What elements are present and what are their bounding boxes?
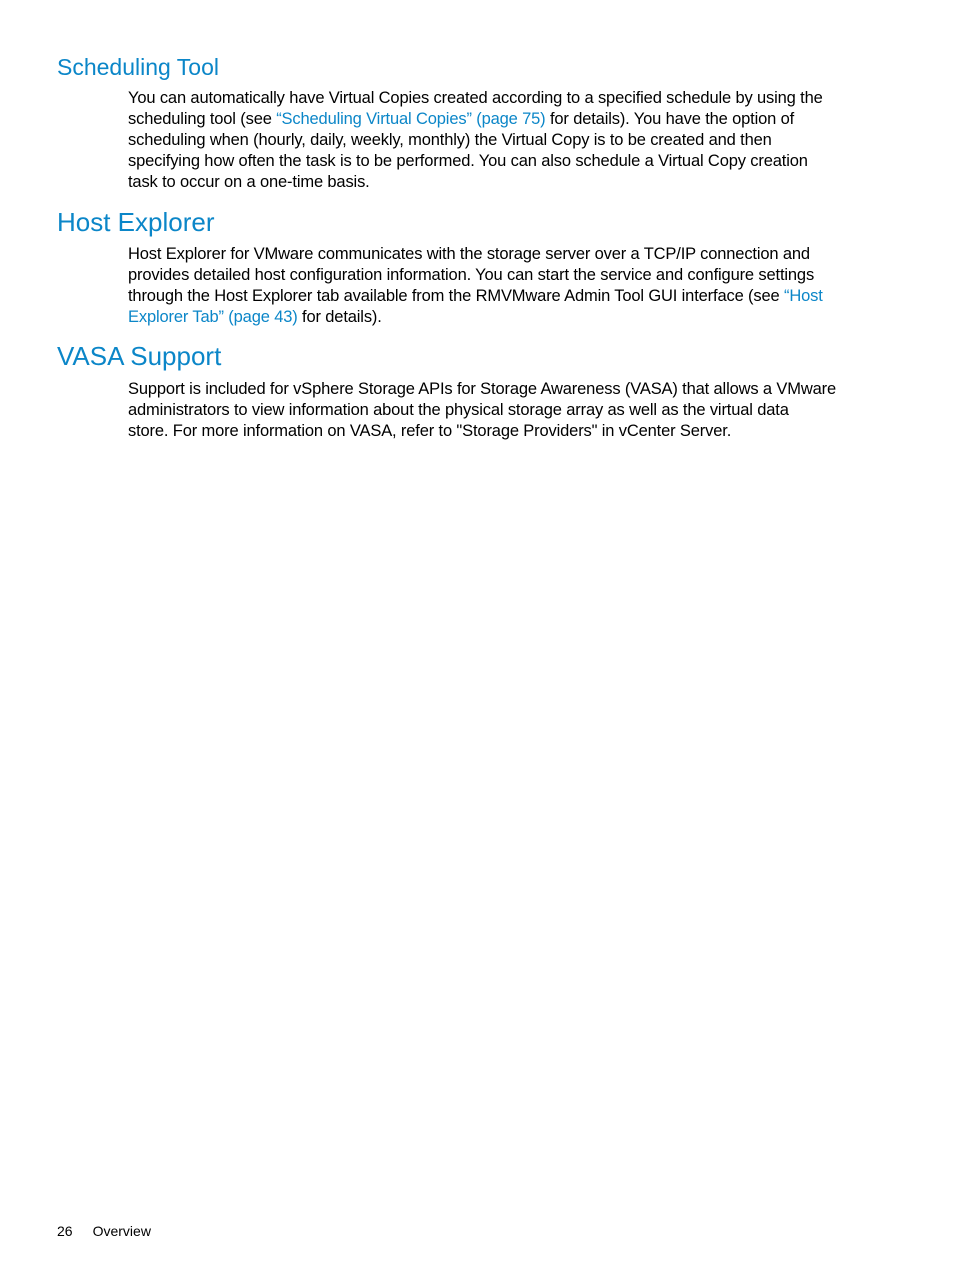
- text-line: You can automatically have Virtual Copies created according to a specified schedule by using the: [128, 89, 823, 107]
- link-host-explorer-tab-cont[interactable]: Explorer Tab” (page 43): [128, 308, 298, 326]
- text-line: [128, 286, 873, 307]
- text-line: Support is included for vSphere Storage APIs for Storage Awareness (VASA) that allows a VMware: [128, 380, 836, 398]
- link-host-explorer-tab[interactable]: “Host: [783, 287, 823, 305]
- text-line: scheduling when (hourly, daily, weekly, monthly) the Virtual Copy is to be created and then: [128, 131, 772, 149]
- text-run: for details).: [297, 308, 382, 326]
- footer-section-name: Overview: [92, 1223, 151, 1239]
- text-run: scheduling tool (see: [128, 110, 277, 128]
- paragraph-scheduling-tool: [128, 88, 873, 193]
- text-line: specifying how often the task is to be performed. You can also schedule a Virtual Copy creation: [128, 152, 808, 170]
- text-run: for details). You have the option of: [545, 110, 795, 128]
- text-line: [128, 109, 873, 130]
- text-line: [128, 307, 873, 328]
- paragraph-vasa-support: [128, 379, 873, 442]
- text-line: store. For more information on VASA, refer to "Storage Providers" in vCenter Server.: [128, 422, 732, 440]
- paragraph-host-explorer: [128, 244, 873, 328]
- heading-vasa-support: VASA Support: [57, 341, 222, 371]
- text-line: Host Explorer for VMware communicates with the storage server over a TCP/IP connection and: [128, 245, 810, 263]
- page-number: 26: [57, 1223, 73, 1239]
- page-footer: [57, 1222, 151, 1240]
- text-run: through the Host Explorer tab available from the RMVMware Admin Tool GUI interface (see: [128, 287, 784, 305]
- link-scheduling-virtual-copies[interactable]: “Scheduling Virtual Copies” (page 75): [276, 110, 546, 128]
- text-line: administrators to view information about the physical storage array as well as the virtual data: [128, 401, 789, 419]
- heading-scheduling-tool: Scheduling Tool: [57, 54, 219, 80]
- text-line: task to occur on a one-time basis.: [128, 173, 370, 191]
- text-line: provides detailed host configuration information. You can start the service and configure settings: [128, 266, 815, 284]
- heading-host-explorer: Host Explorer: [57, 207, 215, 237]
